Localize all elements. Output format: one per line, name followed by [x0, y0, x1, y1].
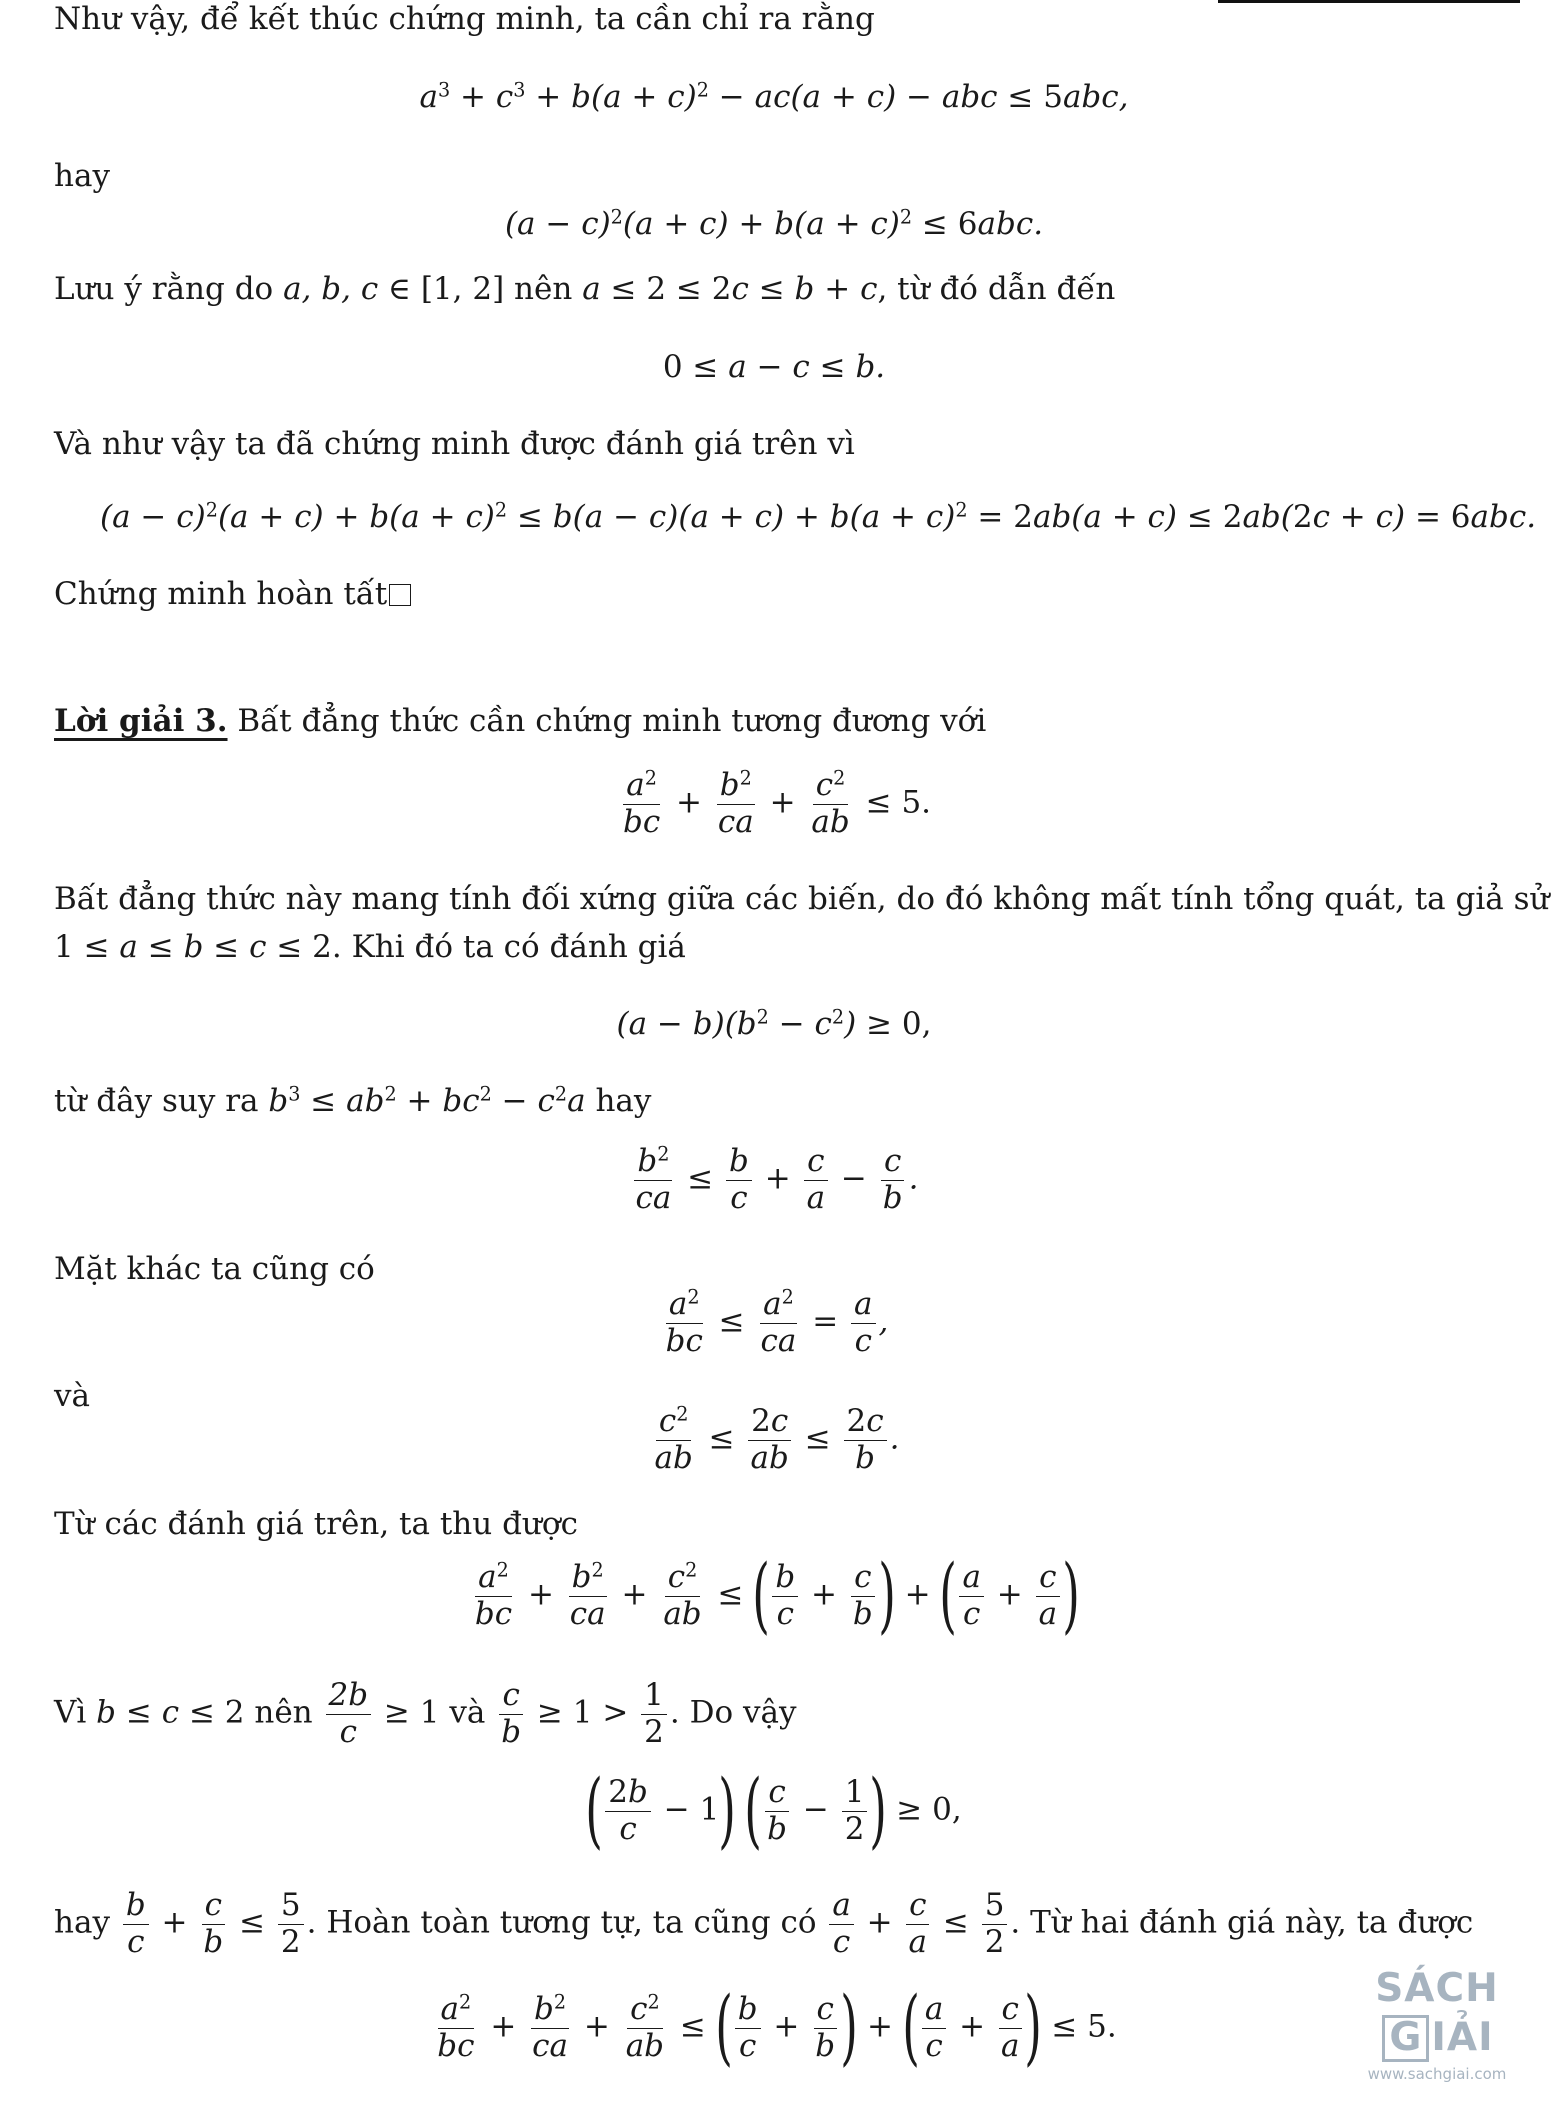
sachgiai-logo: [1352, 1965, 1522, 2083]
paragraph-from: Từ các đánh giá trên, ta thu được: [54, 1506, 578, 1542]
paragraph-symmetric: Bất đẳng thức này mang tính đối xứng giữa các biến, do đó không mất tính tổng quát, ta giả sử: [54, 881, 1550, 917]
equation-6: $(a - b)(b^2 - c^2) \ge 0$,: [616, 1005, 932, 1042]
equation-12: $\frac{a^2}{bc}$ + $\frac{b^2}{ca}$ + $\frac{c^2}{ab}$ ≤ ( $\frac{b}{c}$ + $\frac{c}{b}$ ) + ( $\frac{a}{c}$ + $\frac{c}{a}$ ) ≤ 5.: [437, 1980, 1117, 2075]
equation-1: $a^3 + c^3 + b(a + c)^2 - ac(a + c)$ − abc ≤ 5abc,: [419, 78, 1129, 115]
equation-2: $(a - c)^2(a + c) + b(a + c)^2 \le 6abc$.: [504, 205, 1044, 242]
equation-3: 0 ≤ a − c ≤ b.: [662, 349, 886, 385]
paragraph-and: và: [54, 1378, 90, 1414]
qed-box: [389, 584, 411, 606]
top-rule: [1218, 0, 1520, 3]
paragraph-note: Lưu ý rằng do a, b, c ∈ [1, 2] nên a ≤ 2 ≤ 2c ≤ b + c, từ đó dẫn đến: [54, 271, 1116, 307]
paragraph-other: Mặt khác ta cũng có: [54, 1251, 375, 1287]
paragraph-hay-1: hay: [54, 158, 110, 194]
paragraph-intro: Như vậy, để kết thúc chứng minh, ta cần chỉ ra rằng: [54, 1, 875, 37]
logo-wordmark: SÁCHG IẢI: [1375, 1966, 1499, 2060]
equation-8: $\frac{a^2}{bc}$ ≤ $\frac{a^2}{ca}$ = $\frac{a}{c}$ ,: [665, 1285, 889, 1359]
paragraph-deduce: từ đây suy ra $b^3 \le ab^2 + bc^2 - c^2a$ hay: [54, 1082, 652, 1119]
paragraph-assume: 1 ≤ a ≤ b ≤ c ≤ 2. Khi đó ta có đánh giá: [54, 929, 686, 965]
paragraph-solution-3: Lời giải 3. Bất đẳng thức cần chứng minh tương đương với: [54, 703, 987, 739]
equation-10: $\frac{a^2}{bc}$ + $\frac{b^2}{ca}$ + $\frac{c^2}{ab}$ ≤ ( $\frac{b}{c}$ + $\frac{c}{b}$ ) + ( $\frac{a}{c}$ + $\frac{c}{a}$ ): [474, 1548, 1080, 1643]
equation-5: $\frac{a^2}{bc}$ + $\frac{b^2}{ca}$ + $\frac{c^2}{ab}$ ≤ 5.: [622, 766, 932, 840]
paragraph-since: Vì b ≤ c ≤ 2 nên $\frac{2b}{c}$ ≥ 1 và $\frac{c}{b}$ ≥ 1 > $\frac{1}{2}$ . Do vậy: [54, 1677, 797, 1750]
paragraph-done: Chứng minh hoàn tất: [54, 575, 411, 614]
paragraph-proved: Và như vậy ta đã chứng minh được đánh giá trên vì: [54, 426, 855, 462]
equation-9: $\frac{c^2}{ab}$ ≤ $\frac{2c}{ab}$ ≤ $\frac{2c}{b}$ .: [654, 1402, 900, 1476]
solution-heading: Lời giải 3.: [54, 703, 228, 739]
equation-7: $\frac{b^2}{ca}$ ≤ $\frac{b}{c}$ + $\frac{c}{a}$ − $\frac{c}{b}$ .: [635, 1142, 919, 1216]
logo-url: www.sachgiai.com: [1367, 2064, 1507, 2083]
equation-4: $(a - c)^2(a + c) + b(a + c)^2 \le b(a - c)(a + c) + b(a + c)^2 = 2ab(a + c) \le 2ab(2c + c) = 6abc$.: [100, 498, 1537, 535]
equation-11: ( $\frac{2b}{c}$ − 1) ( $\frac{c}{b}$ − $\frac{1}{2}$ ) ≥ 0,: [585, 1763, 962, 1858]
paragraph-similarly: hay $\frac{b}{c}$ + $\frac{c}{b}$ ≤ $\frac{5}{2}$ . Hoàn toàn tương tự, ta cũng có $\frac{a}{c}$ + $\frac{c}{a}$ ≤ $\frac{5}{2}$ . Từ hai đánh giá này, ta được: [54, 1887, 1474, 1960]
